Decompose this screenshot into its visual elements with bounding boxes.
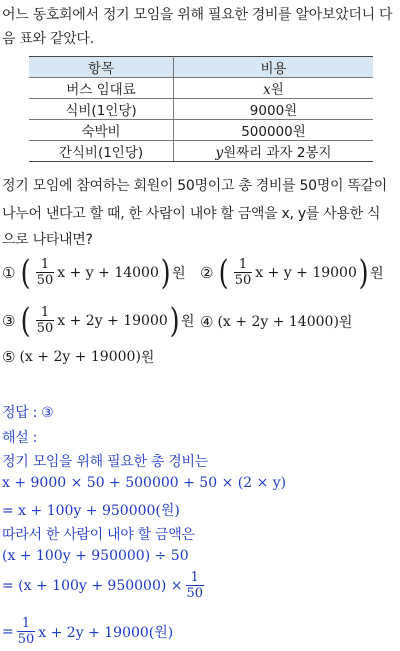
left-paren: ( bbox=[19, 349, 25, 365]
problem-intro-line-2: 음 표와 같았다. bbox=[2, 31, 94, 47]
choice-marker: ⑤ bbox=[2, 348, 16, 366]
choice-5[interactable] bbox=[2, 347, 154, 367]
table-header-cost: 비용 bbox=[174, 57, 374, 78]
fraction-denominator: 50 bbox=[36, 321, 54, 336]
choice-unit: 원 bbox=[338, 315, 353, 331]
question-line-3: 으로 나타내면? bbox=[2, 232, 93, 248]
table-cell-cost: 9000원 bbox=[174, 99, 374, 120]
choice-marker: ② bbox=[200, 264, 214, 282]
problem-intro-line-1: 어느 동호회에서 정기 모임을 위해 필요한 경비를 알아보았더니 다 bbox=[2, 7, 393, 23]
choice-4[interactable] bbox=[200, 312, 352, 332]
left-paren: ( bbox=[21, 301, 32, 341]
var-y: y bbox=[215, 145, 224, 161]
table-row bbox=[29, 141, 373, 162]
fraction-denominator: 50 bbox=[186, 586, 204, 601]
right-paren: ) bbox=[358, 253, 369, 293]
solution-line-7-expression: x + 2y + 19000(원) bbox=[38, 625, 174, 641]
choice-expression: x + y + 14000 bbox=[57, 265, 159, 281]
fraction-denominator: 50 bbox=[17, 632, 35, 647]
right-paren: ) bbox=[333, 314, 339, 330]
left-paren: ( bbox=[217, 314, 223, 330]
choice-2[interactable] bbox=[200, 253, 384, 293]
question-line-2: 나누어 낸다고 할 때, 한 사람이 내야 할 금액을 x, y를 사용한 식 bbox=[2, 206, 381, 222]
right-paren: ) bbox=[135, 349, 141, 365]
choice-1[interactable] bbox=[2, 253, 186, 293]
table-header-row bbox=[29, 57, 373, 78]
table-cell-cost bbox=[174, 141, 374, 162]
choice-marker: ④ bbox=[200, 313, 214, 331]
table-cell-cost bbox=[174, 78, 374, 99]
solution-line-6 bbox=[2, 570, 207, 602]
table-cell-item: 간식비(1인당) bbox=[29, 141, 174, 162]
var-x: x bbox=[263, 82, 271, 98]
choice-unit: 원 bbox=[370, 266, 384, 282]
explanation-label: 해설 : bbox=[2, 430, 38, 446]
choice-expression: x + 2y + 19000 bbox=[57, 313, 168, 329]
fraction bbox=[17, 616, 36, 648]
cost-table bbox=[29, 56, 373, 162]
solution-line-2: x + 9000 × 50 + 500000 + 50 × (2 × y) bbox=[2, 475, 287, 491]
right-paren: ) bbox=[169, 301, 180, 341]
left-paren: ( bbox=[219, 253, 230, 293]
fraction bbox=[36, 305, 55, 337]
choice-unit: 원 bbox=[181, 314, 195, 330]
solution-line-7 bbox=[2, 616, 173, 648]
fraction-denominator: 50 bbox=[36, 273, 54, 288]
table-cell-cost: 500000원 bbox=[174, 120, 374, 141]
fraction-numerator: 1 bbox=[21, 616, 31, 631]
choice-expression: x + 2y + 14000 bbox=[222, 314, 334, 330]
cost-text: 원짜리 과자 2봉지 bbox=[223, 145, 332, 161]
fraction-numerator: 1 bbox=[190, 570, 199, 585]
choice-expression: x + y + 19000 bbox=[255, 265, 357, 281]
solution-line-1: 정기 모임을 위해 필요한 총 경비는 bbox=[2, 454, 208, 470]
choice-expression: x + 2y + 19000 bbox=[24, 349, 136, 365]
choice-3[interactable] bbox=[2, 301, 195, 341]
cost-text: 원 bbox=[270, 82, 284, 98]
choice-unit: 원 bbox=[172, 266, 186, 282]
fraction bbox=[36, 257, 55, 289]
solution-line-6-expression: = (x + 100y + 950000) × bbox=[2, 578, 183, 594]
answer-text: 정답 : ③ bbox=[2, 405, 54, 421]
choice-unit: 원 bbox=[140, 350, 155, 366]
fraction-numerator: 1 bbox=[40, 305, 50, 320]
table-row bbox=[29, 120, 373, 141]
right-paren: ) bbox=[160, 253, 171, 293]
table-cell-item: 버스 임대료 bbox=[29, 78, 174, 99]
question-line-1: 정기 모임에 참여하는 회원이 50명이고 총 경비를 50명이 똑같이 bbox=[2, 178, 388, 194]
choice-marker: ① bbox=[2, 264, 16, 282]
table-cell-item: 숙박비 bbox=[29, 120, 174, 141]
fraction bbox=[186, 570, 205, 602]
fraction-numerator: 1 bbox=[40, 257, 50, 272]
left-paren: ( bbox=[21, 253, 32, 293]
solution-line-5: (x + 100y + 950000) ÷ 50 bbox=[2, 548, 189, 564]
table-cell-item: 식비(1인당) bbox=[29, 99, 174, 120]
table-row bbox=[29, 99, 373, 120]
fraction bbox=[234, 257, 253, 289]
table-row bbox=[29, 78, 373, 99]
fraction-numerator: 1 bbox=[238, 257, 248, 272]
choice-marker: ③ bbox=[2, 312, 16, 330]
solution-line-7-equals: = bbox=[2, 624, 14, 640]
table-header-item: 항목 bbox=[29, 57, 174, 78]
fraction-denominator: 50 bbox=[234, 273, 252, 288]
solution-line-3: = x + 100y + 950000(원) bbox=[2, 503, 180, 519]
solution-line-4: 따라서 한 사람이 내야 할 금액은 bbox=[2, 527, 195, 543]
